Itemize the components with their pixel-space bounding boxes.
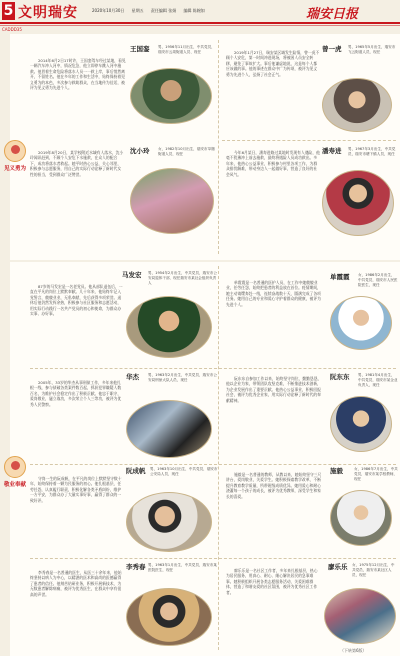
section-label-dedication: 敬业奉献 [0,456,30,488]
section-title: 文明瑞安 [18,5,78,21]
person-photo [322,78,392,132]
column-divider [218,40,219,254]
person-name: 阮成帆 [126,467,146,475]
person-bio: 男，1954年2月出生，中共党员，瑞安市公安局退休干部，现任瑞安市某社会组织负责人 [148,271,217,285]
article-text: 廖乐乐是一名社区工作者，多年来扎根基层，热心为居民服务，用真心、耐心、细心解决居民的急事难事。她积极组织开展各类志愿服务活动，关爱困难群体，营造了和谐友爱的社区氛围，被评为优秀社区工作者。 [226,568,318,595]
article-text: 施毅是一名普通的教师，从教以来，她始终坚守三尺讲台，爱岗敬业，关爱学生。她积极探索教学改革，不断提升教育教学质量，所带班级成绩优异。她用爱心和耐心浇灌每一个孩子的成长，被评为优秀教师，深受学生和家长的喜爱。 [226,472,322,499]
medal-icon [4,140,26,162]
column-divider [218,266,219,650]
person-photo [126,492,212,552]
person-name: 李秀春 [126,563,146,571]
person-bio: 男，1967年3月出生，中共党员，瑞安市塘下镇人员，现任 [348,147,396,156]
issue-layout-editor: 编辑 陈婉如 [183,8,205,13]
person-bio: 男，1963年1月出生，中共党员，瑞安市某医院医生，现任 [148,563,217,572]
article-text: 今年6月某日，潘寿进路过某地时发现有人遇险，他毫不犹豫冲上前去施救，最终将遇险人员成功救出。多年来，他热心公益事业，积极参与村里各项工作，为群众排忧解难，带动身边人一起做好事，营造了良好的社会风气。 [226,150,320,177]
article-text: 李秀春是一名普通的医生，从医三十余年来，他始终坚持以病人为中心，以精湛的医术和高尚的医德赢得了患者的信任。他刻苦钻研业务，积极开展新技术，为无数患者解除病痛，被评为优秀医生，在群众中享有很高的声誉。 [30,570,122,597]
row-divider [30,558,396,559]
row-divider [30,464,396,465]
person-bio: 男，1956年11月出生，中共党员，瑞安市云周街道人员、现任 [158,45,215,54]
person-photo [130,168,214,234]
header-subtitle: CADDD35 [2,27,22,32]
page-number: 5 [3,3,14,19]
row-divider [30,368,396,369]
person-photo [130,68,212,124]
person-name: 阮东东 [330,373,350,381]
article-text: 2019年1月27日，瑞安某区域发生险情，曾一虎不顾个人安危，第一时间冲进现场，将被困人员安全转移，避免了事故扩大。事后他谦虚地说，这是每个人都应该做的事。他的事迹在群众中广为传颂，被评为见义勇为先进个人，弘扬了社会正气。 [226,50,320,77]
person-photo [330,490,392,546]
person-bio: 男，1965年5月出生，瑞安市飞云街道人员，现任 [348,45,396,54]
article-text: 2014年6月2日17时许，王国銮驾车经过某地，看见一辆汽车冲入河中，情况危急，他立即停车跳入河中施救。他冒着生命危险将落水人员一一救上岸，事后悄然离开，不留姓名。他在多年的工作和生活中，始终保持着见义勇为的本色，多次参与救助群众，在当地传为佳话，被评为见义勇为先进个人。 [30,58,126,91]
person-name: 单霞霞 [330,273,350,281]
person-photo [126,296,212,358]
person-photo [126,588,212,646]
person-name: 曾一虎 [322,45,342,53]
continued-note: （下转第6版） [340,648,367,653]
row-divider [222,140,396,141]
person-bio: 男，1963年10月出生，中共党员，瑞安市公安局人员，现任 [150,467,218,476]
person-photo [322,170,394,236]
person-photo [324,588,396,644]
article-text: 2019年8月20日，某学校附近水域有人落水，沈小玲闻讯赶到，不顾个人安危下水施救，在众人的配合下，成功将落水者救起。她平时热心公益，关心邻里，积极参与志愿服务，用自己的实际行动诠释了新时代女性的担当，受到群众广泛赞誉。 [30,150,124,177]
person-name: 王国銮 [130,45,150,53]
section-label-brave: 见义勇为 [0,140,30,172]
article-text: 2005年，33岁的华杰从事刑侦工作，多年来他扎根一线，参与侦破各类案件数百起，抓获犯罪嫌疑人数百名，为维护社会稳定作出了积极贡献。他忠于职守，爱岗敬业，屡立战功，多次荣立个人三等功，被评为优秀人民警察。 [30,380,122,407]
person-name: 施毅 [330,467,343,475]
person-name: 华杰 [126,373,139,381]
person-name: 廖乐乐 [328,563,348,571]
person-photo [126,400,212,458]
person-bio: 女，1986年2月出生，中共党员，瑞安市人民医院医生，现任 [358,273,398,287]
person-bio: 男，1963年2月出生，中共党员，瑞安市公安局刑侦大队人员，现任 [148,373,217,382]
person-photo [330,396,392,452]
person-name: 沈小玲 [130,147,150,155]
medal-icon [4,456,26,478]
header-rule [0,22,400,24]
article-text: 单霞霞是一名普通的医护人员，在工作中她兢兢业业，任劳任怨，始终把患者的利益放在首位。疫情期间，她主动请缨奔赴一线，连续奋战数十天，圆满完成了各项任务。她用自己的专业和爱心守护着群众的健康，被评为先进个人。 [226,280,321,307]
header-rule-thin [0,25,400,26]
person-name: 马发宏 [122,271,142,279]
person-photo [330,296,392,350]
person-bio: 女，1986年7月出生，中共党员，瑞安市某学校教师，现任 [354,467,398,481]
article-text: 87岁的马发宏是一名老党员。他从部队退伍后，一直在平凡的岗位上默默奉献。几十年来，他始终牢记入党誓言，兢兢业业，无私奉献，先后获得多项荣誉。退休后他仍然发挥余热，积极参与社区服务和志愿活动，用实际行动践行一名共产党员的初心和使命，为群众办实事、办好事。 [30,284,123,317]
person-name: 潘寿进 [322,147,342,155]
newspaper-logo: 瑞安日报 [306,7,359,22]
article-text: 守岗一生的阮成帆，在平凡的岗位上默默坚守数十年，始终保持着一颗为民服务的初心。他扎根基层，任劳任怨，认真履行职责，积极化解各类矛盾纠纷，维护一方平安，为群众办了大量实事好事，赢得了群众的一致好评。 [30,476,122,503]
person-bio: 男，1981年4月出生，中共党员，瑞安市某企业负责人，现任 [358,373,398,387]
issue-editor: 责任编辑 张娟 [150,8,177,13]
issue-weekday: 星期五 [131,8,144,13]
article-text: 阮东东自参加工作以来，始终坚守岗位，勤勤恳恳，他以企业为家，带领团队攻坚克难，不断推进技术创新，为企业发展作出了重要贡献。他热心公益事业，积极回报社会，被评为优秀企业家，用实际行动诠释了新时代的奉献精神。 [226,376,322,403]
issue-date: 2020年10月30日 [92,8,125,13]
person-bio: 女，1982年10月出生，瑞安市莘塍街道人员，现任 [158,147,215,156]
person-bio: 女，1975年12月出生，中共党员，瑞安市某社区人员，现任 [352,563,395,577]
issue-meta [92,8,211,14]
